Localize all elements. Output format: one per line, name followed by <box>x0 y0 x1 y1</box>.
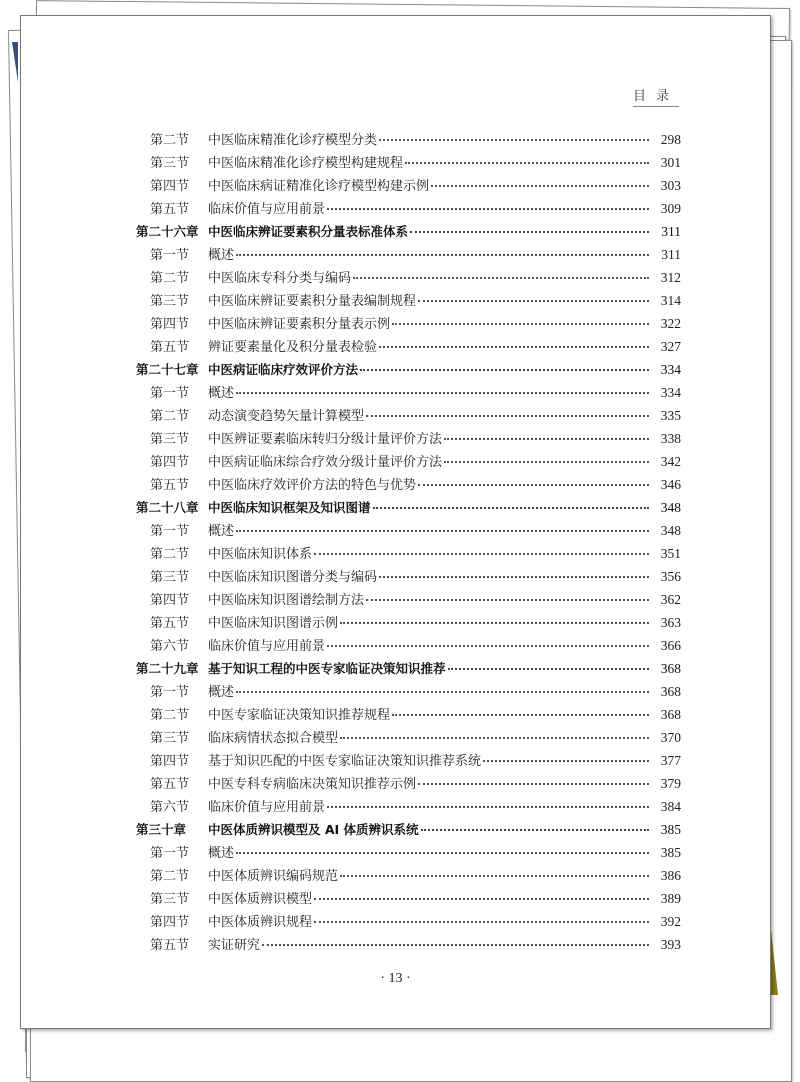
entry-title: 临床价值与应用前景 <box>208 800 326 815</box>
entry-title: 基于知识工程的中医专家临证决策知识推荐 <box>208 661 446 676</box>
dot-leader <box>340 621 649 624</box>
entry-title: 动态演变趋势矢量计算模型 <box>208 409 365 424</box>
toc-section-entry[interactable] <box>136 473 681 496</box>
entry-page-number: 311 <box>661 247 681 262</box>
entry-title: 中医专科专病临床决策知识推荐示例 <box>208 777 417 792</box>
dot-leader <box>236 391 649 394</box>
entry-title: 概述 <box>208 846 235 861</box>
toc-section-entry[interactable] <box>136 749 681 772</box>
entry-number: 第二节 <box>150 708 190 723</box>
document-page <box>20 15 771 1029</box>
table-of-contents <box>136 128 681 956</box>
entry-page-number: 322 <box>660 316 681 331</box>
entry-page-number: 356 <box>660 569 681 584</box>
toc-section-entry[interactable] <box>136 887 681 910</box>
dot-leader <box>379 575 649 578</box>
entry-page-number: 314 <box>660 293 681 308</box>
toc-section-entry[interactable] <box>136 795 681 818</box>
toc-section-entry[interactable] <box>136 841 681 864</box>
entry-number: 第三节 <box>150 892 190 907</box>
toc-section-entry[interactable] <box>136 933 681 956</box>
toc-chapter-entry[interactable] <box>136 220 681 243</box>
entry-page-number: 351 <box>660 546 681 561</box>
entry-number: 第四节 <box>150 179 190 194</box>
entry-title: 临床价值与应用前景 <box>208 639 326 654</box>
toc-section-entry[interactable] <box>136 335 681 358</box>
entry-page-number: 384 <box>660 799 681 814</box>
entry-number: 第五节 <box>150 202 190 217</box>
toc-chapter-entry[interactable] <box>136 657 681 680</box>
dot-leader <box>418 299 649 302</box>
entry-page-number: 309 <box>660 201 681 216</box>
dot-leader <box>421 828 649 831</box>
dot-leader <box>448 667 649 670</box>
entry-page-number: 362 <box>660 592 681 607</box>
toc-section-entry[interactable] <box>136 450 681 473</box>
entry-page-number: 346 <box>660 477 681 492</box>
entry-page-number: 327 <box>660 339 681 354</box>
entry-number: 第二十九章 <box>136 661 199 676</box>
entry-title: 基于知识匹配的中医专家临证决策知识推荐系统 <box>208 754 482 769</box>
entry-page-number: 368 <box>660 684 681 699</box>
entry-page-number: 393 <box>660 937 681 952</box>
entry-title: 中医专家临证决策知识推荐规程 <box>208 708 391 723</box>
entry-title: 概述 <box>208 386 235 401</box>
entry-number: 第六节 <box>150 639 190 654</box>
entry-title: 概述 <box>208 248 235 263</box>
entry-number: 第四节 <box>150 455 190 470</box>
toc-section-entry[interactable] <box>136 404 681 427</box>
entry-page-number: 377 <box>660 753 681 768</box>
dot-leader <box>262 943 649 946</box>
entry-title: 中医体质辨识编码规范 <box>208 869 339 884</box>
dot-leader <box>327 207 649 210</box>
dot-leader <box>327 644 649 647</box>
entry-title: 中医临床辨证要素积分量表示例 <box>208 317 391 332</box>
entry-number: 第二节 <box>150 271 190 286</box>
dot-leader <box>314 552 649 555</box>
toc-section-entry[interactable] <box>136 381 681 404</box>
dot-leader <box>405 161 649 164</box>
toc-section-entry[interactable] <box>136 312 681 335</box>
entry-title: 中医临床辨证要素积分量表标准体系 <box>208 224 409 239</box>
entry-number: 第三十章 <box>136 822 187 837</box>
toc-section-entry[interactable] <box>136 588 681 611</box>
entry-number: 第五节 <box>150 340 190 355</box>
entry-title: 中医临床病证精准化诊疗模型构建示例 <box>208 179 430 194</box>
dot-leader <box>236 851 649 854</box>
entry-page-number: 389 <box>660 891 681 906</box>
dot-leader <box>360 368 649 371</box>
entry-number: 第四节 <box>150 593 190 608</box>
entry-title: 中医临床精准化诊疗模型构建规程 <box>208 156 404 171</box>
dot-leader <box>366 414 649 417</box>
entry-title: 临床价值与应用前景 <box>208 202 326 217</box>
entry-page-number: 363 <box>660 615 681 630</box>
entry-title: 中医辨证要素临床转归分级计量评价方法 <box>208 432 443 447</box>
toc-section-entry[interactable] <box>136 772 681 795</box>
entry-title: 中医临床知识图谱分类与编码 <box>208 570 378 585</box>
entry-page-number: 366 <box>660 638 681 653</box>
entry-page-number: 342 <box>660 454 681 469</box>
toc-section-entry[interactable] <box>136 243 681 266</box>
dot-leader <box>392 322 649 325</box>
toc-section-entry[interactable] <box>136 289 681 312</box>
entry-title: 中医临床专科分类与编码 <box>208 271 352 286</box>
toc-section-entry[interactable] <box>136 427 681 450</box>
entry-number: 第五节 <box>150 938 190 953</box>
toc-section-entry[interactable] <box>136 634 681 657</box>
toc-chapter-entry[interactable] <box>136 358 681 381</box>
toc-section-entry[interactable] <box>136 542 681 565</box>
toc-chapter-entry[interactable] <box>136 818 681 841</box>
dot-leader <box>483 759 649 762</box>
entry-title: 中医病证临床综合疗效分级计量评价方法 <box>208 455 443 470</box>
entry-page-number: 334 <box>660 385 681 400</box>
entry-title: 临床病情状态拟合模型 <box>208 731 339 746</box>
entry-title: 中医临床疗效评价方法的特色与优势 <box>208 478 417 493</box>
entry-number: 第五节 <box>150 616 190 631</box>
entry-page-number: 385 <box>660 822 681 837</box>
entry-number: 第二节 <box>150 869 190 884</box>
entry-page-number: 370 <box>660 730 681 745</box>
toc-section-entry[interactable] <box>136 197 681 220</box>
dot-leader <box>379 345 649 348</box>
entry-page-number: 335 <box>660 408 681 423</box>
toc-section-entry[interactable] <box>136 726 681 749</box>
entry-number: 第三节 <box>150 294 190 309</box>
entry-number: 第一节 <box>150 685 190 700</box>
entry-number: 第二十八章 <box>136 500 199 515</box>
entry-number: 第三节 <box>150 432 190 447</box>
entry-number: 第一节 <box>150 386 190 401</box>
dot-leader <box>366 598 649 601</box>
toc-section-entry[interactable] <box>136 864 681 887</box>
dot-leader <box>392 713 649 716</box>
entry-number: 第二节 <box>150 547 190 562</box>
entry-title: 中医临床知识体系 <box>208 547 313 562</box>
dot-leader <box>340 736 649 739</box>
entry-title: 中医体质辨识模型 <box>208 892 313 907</box>
entry-number: 第五节 <box>150 777 190 792</box>
entry-title: 中医病证临床疗效评价方法 <box>208 362 359 377</box>
entry-title: 实证研究 <box>208 938 261 953</box>
toc-section-entry[interactable] <box>136 266 681 289</box>
dot-leader <box>314 897 649 900</box>
toc-section-entry[interactable] <box>136 611 681 634</box>
entry-page-number: 312 <box>660 270 681 285</box>
entry-page-number: 379 <box>660 776 681 791</box>
entry-page-number: 298 <box>660 132 681 147</box>
entry-title: 辨证要素量化及积分量表检验 <box>208 340 378 355</box>
entry-title: 中医临床精准化诊疗模型分类 <box>208 133 378 148</box>
dot-leader <box>410 230 649 233</box>
entry-number: 第四节 <box>150 754 190 769</box>
entry-title: 中医临床知识图谱绘制方法 <box>208 593 365 608</box>
running-head-title: 目录 <box>633 85 679 107</box>
dot-leader <box>444 437 649 440</box>
entry-title: 中医临床知识框架及知识图谱 <box>208 500 371 515</box>
entry-page-number: 385 <box>660 845 681 860</box>
dot-leader <box>444 460 649 463</box>
toc-section-entry[interactable] <box>136 703 681 726</box>
entry-page-number: 348 <box>660 523 681 538</box>
dot-leader <box>373 506 649 509</box>
dot-leader <box>431 184 649 187</box>
dot-leader <box>236 253 649 256</box>
dot-leader <box>314 920 649 923</box>
entry-page-number: 311 <box>661 224 681 239</box>
toc-section-entry[interactable] <box>136 910 681 933</box>
entry-number: 第三节 <box>150 731 190 746</box>
dot-leader <box>340 874 649 877</box>
dot-leader <box>418 782 649 785</box>
entry-page-number: 368 <box>660 707 681 722</box>
toc-chapter-entry[interactable] <box>136 496 681 519</box>
dot-leader <box>418 483 649 486</box>
dot-leader <box>327 805 649 808</box>
entry-number: 第二节 <box>150 133 190 148</box>
entry-number: 第二十七章 <box>136 362 199 377</box>
entry-number: 第一节 <box>150 846 190 861</box>
entry-number: 第五节 <box>150 478 190 493</box>
entry-title: 中医临床辨证要素积分量表编制规程 <box>208 294 417 309</box>
entry-number: 第三节 <box>150 156 190 171</box>
dot-leader <box>236 690 649 693</box>
entry-title: 概述 <box>208 524 235 539</box>
entry-page-number: 303 <box>660 178 681 193</box>
entry-page-number: 348 <box>660 500 681 515</box>
toc-section-entry[interactable] <box>136 680 681 703</box>
dot-leader <box>379 138 649 141</box>
entry-number: 第四节 <box>150 317 190 332</box>
dot-leader <box>353 276 649 279</box>
entry-number: 第二十六章 <box>136 224 199 239</box>
entry-page-number: 368 <box>660 661 681 676</box>
entry-page-number: 386 <box>660 868 681 883</box>
entry-number: 第一节 <box>150 248 190 263</box>
entry-number: 第二节 <box>150 409 190 424</box>
entry-title: 中医体质辨识模型及 AI 体质辨识系统 <box>208 822 419 837</box>
entry-title: 中医体质辨识规程 <box>208 915 313 930</box>
toc-section-entry[interactable] <box>136 174 681 197</box>
entry-page-number: 338 <box>660 431 681 446</box>
toc-section-entry[interactable] <box>136 151 681 174</box>
entry-number: 第三节 <box>150 570 190 585</box>
page-number: · 13 · <box>380 971 411 986</box>
entry-number: 第一节 <box>150 524 190 539</box>
entry-title: 概述 <box>208 685 235 700</box>
entry-page-number: 392 <box>660 914 681 929</box>
entry-page-number: 334 <box>660 362 681 377</box>
entry-page-number: 301 <box>660 155 681 170</box>
entry-number: 第四节 <box>150 915 190 930</box>
toc-section-entry[interactable] <box>136 565 681 588</box>
entry-title: 中医临床知识图谱示例 <box>208 616 339 631</box>
toc-section-entry[interactable] <box>136 519 681 542</box>
dot-leader <box>236 529 649 532</box>
toc-section-entry[interactable] <box>136 128 681 151</box>
entry-number: 第六节 <box>150 800 190 815</box>
